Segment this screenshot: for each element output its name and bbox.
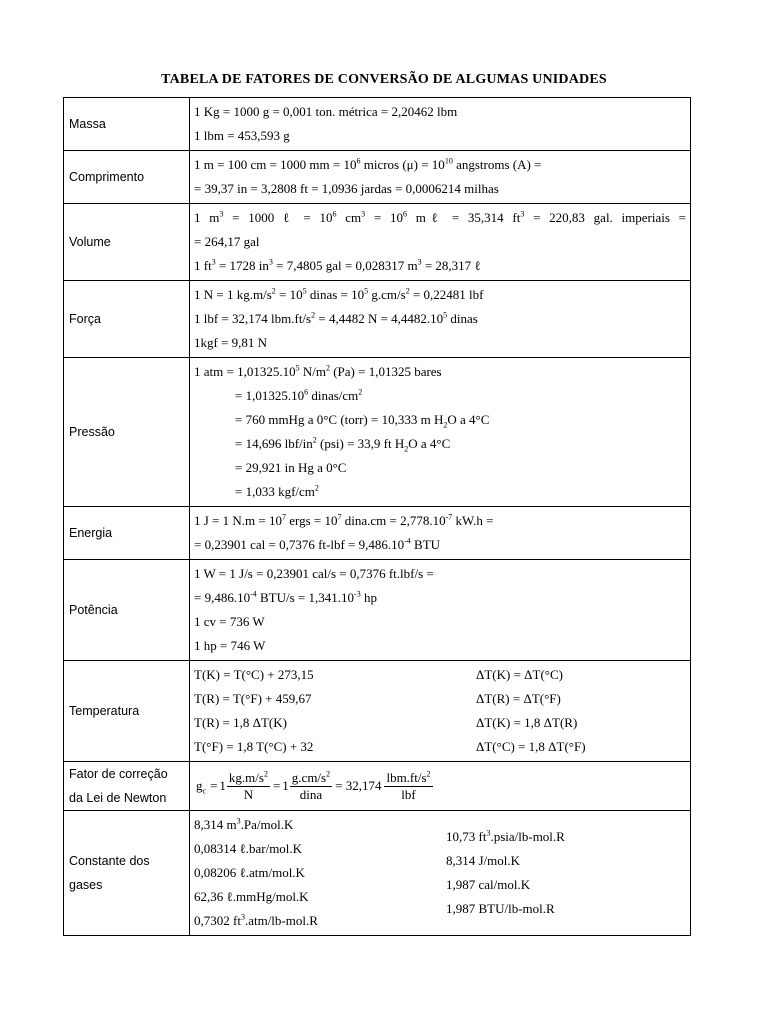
conversion-line: 1 hp = 746 W [194,638,266,653]
row-content-energia [190,507,691,560]
row-label-forca: Força [64,281,190,358]
coefficient-32174: = 32,174 [335,778,382,793]
equals-sign: = [210,778,218,793]
conversion-line: 1 atm = $1,01325.10^5$ $N/m^2$ (Pa) = 1,01325 bares [194,363,442,379]
newton-label-line: Fator de correção [69,767,168,781]
table-row [64,204,691,281]
conversion-line: = 760 mmHg a 0°C (torr) = 10,333 m $H_2O$ a 4°C [235,412,490,430]
table-row [64,151,691,204]
gas-constant-value: 0,08314 ℓ.bar/mol.K [194,841,303,856]
conversion-line: = $1,01325.10^6$ dinas/$cm^2$ [235,387,363,403]
row-label-potencia: Potência [64,560,190,661]
row-content-massa [190,98,691,151]
conversion-line: 1 J = 1 $N.m = 10^7$ ergs = $10^7$ dina.cm = $2,778.10^{-7}$ kW.h = [194,512,494,528]
row-label-temperatura: Temperatura [64,661,190,762]
temperature-pair [194,663,686,687]
temperature-pair [194,711,686,735]
temperature-formula: T(R) = 1,8 ΔT(K) [194,715,287,730]
row-content-gases [190,811,691,936]
fraction-kgms2-per-n [227,770,270,803]
table-row [64,358,691,507]
table-row [64,661,691,762]
conversion-line: = 39,37 in = 3,2808 ft = 1,0936 jardas = 0,0006214 milhas [194,181,499,196]
conversion-line: = 14,696 lbf/$in^2$ (psi) = 33,9 ft $H_2O$ a 4°C [235,435,451,454]
gas-constant-value: 62,36 ℓ.mmHg/mol.K [194,889,309,904]
equals-sign: = [272,778,281,793]
temperature-delta-formula: ΔT(°C) = 1,8 ΔT(°F) [476,739,586,754]
conversion-table [63,97,691,936]
table-row [64,507,691,560]
row-content-potencia [190,560,691,661]
conversion-line: 1 lbf = 32,174 $lbm.ft/s^2 = 4,4482$ $N = 4,4482.10^5$ dinas [194,310,478,326]
fraction-numerator: $g.cm/s^2$ [291,769,331,785]
gas-constant-columns [194,813,686,933]
row-label-volume: Volume [64,204,190,281]
page-title: TABELA DE FATORES DE CONVERSÃO DE ALGUMAS UNIDADES [161,72,607,87]
gas-constant-value: 0,7302 $ft^3.atm/lb-mol.R$ [194,912,318,928]
table-row [64,762,691,811]
conversion-line: 1 N = 1 $kg.m/s^2 = 10^5$ dinas = $10^5$ $g.cm/s^2 = 0,22481$ lbf [194,286,484,302]
newton-formula [194,764,686,808]
conversion-line: 1 $m^3 = 1000$ ℓ = $10^6$ $cm^3 = 10^6$ mℓ = 35,314 $ft^3 = 220,83$ gal. imperiais = [194,209,687,225]
fraction-gcms2-per-dina [290,770,332,803]
row-label-gases [64,811,190,936]
row-label-energia: Energia [64,507,190,560]
conversion-line: = 1,033 kgf/$cm^2$ [235,483,319,499]
gas-constant-value: 1,987 cal/mol.K [446,877,531,892]
fraction-denominator: dina [299,786,323,802]
row-content-volume [190,204,691,281]
conversion-line: 1 cv = 736 W [194,614,265,629]
fraction-denominator: lbf [401,786,416,802]
temperature-formula: T(K) = T(°C) + 273,15 [194,667,314,682]
conversion-line: 1 Kg = 1000 g = 0,001 ton. métrica = 2,20462 lbm [194,104,458,119]
table-row [64,281,691,358]
gas-constant-value: 8,314 J/mol.K [446,853,521,868]
fraction-numerator: $kg.m/s^2$ [228,769,268,785]
conversion-line: = 0,23901 cal = 0,7376 $ft-lbf = 9,486.10^{-4}$ BTU [194,536,441,552]
gas-constant-value: 1,987 BTU/lb-mol.R [446,901,555,916]
gas-constant-value: 0,08206 ℓ.atm/mol.K [194,865,305,880]
table-row [64,98,691,151]
gc-symbol: $g_c$ [196,778,207,796]
conversion-line: = $9,486.10^{-4}$ $BTU/s = 1,341.10^{-3}$ hp [194,589,377,605]
temperature-formula: T(R) = T(°F) + 459,67 [194,691,312,706]
row-label-pressao: Pressão [64,358,190,507]
row-content-forca [190,281,691,358]
temperature-formula: T(°F) = 1,8 T(°C) + 32 [194,739,314,754]
newton-label-line: da Lei de Newton [69,791,167,805]
conversion-line: 1 lbm = 453,593 g [194,128,290,143]
gas-constant-value: 8,314 $m^3.Pa/mol.K$ [194,816,294,832]
coefficient-one: 1 [282,778,289,793]
row-label-comprimento: Comprimento [64,151,190,204]
conversion-line: = 29,921 in Hg a 0°C [235,460,347,475]
coefficient-one: 1 [219,778,226,793]
row-content-temperatura [190,661,691,762]
conversion-line: 1 m = 100 cm = 1000 mm = $10^6$ micros $(\mu) = 10^{10}$ angstroms (A) = [194,156,542,172]
conversion-line: = 264,17 gal [194,234,260,249]
table-row [64,560,691,661]
row-content-comprimento [190,151,691,204]
conversion-line: 1 $ft^3 = 1728$ $in^3 = 7,4805$ gal = 0,028317 $m^3 = 28,317$ ℓ [194,257,481,273]
gases-label-line: Constante dos [69,854,150,868]
gas-constant-value: 10,73 $ft^3.psia/lb-mol.R$ [446,828,565,844]
temperature-delta-formula: ΔT(K) = ΔT(°C) [476,667,564,682]
fraction-numerator: $lbm.ft/s^2$ [386,769,431,785]
gas-constant-column-left [194,813,446,933]
gases-label-line: gases [69,878,103,892]
row-label-newton [64,762,190,811]
table-row [64,811,691,936]
conversion-line: 1 W = 1 J/s = 0,23901 cal/s = 0,7376 ft.lbf/s = [194,566,434,581]
temperature-pair [194,735,686,759]
temperature-pair [194,687,686,711]
conversion-line: 1kgf = 9,81 N [194,335,268,350]
row-label-massa: Massa [64,98,190,151]
row-content-newton [190,762,691,811]
temperature-delta-formula: ΔT(K) = 1,8 ΔT(R) [476,715,578,730]
gas-constant-column-right [446,825,686,921]
row-content-pressao [190,358,691,507]
fraction-lbmfts2-per-lbf [384,770,432,803]
fraction-denominator: N [243,786,254,802]
temperature-delta-formula: ΔT(R) = ΔT(°F) [476,691,561,706]
